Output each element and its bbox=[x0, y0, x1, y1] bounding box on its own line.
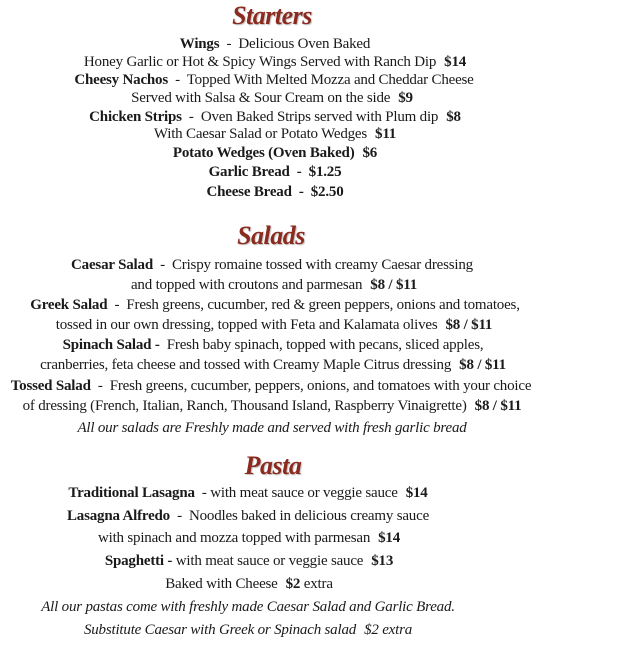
menu-item-wings-line2 bbox=[84, 53, 466, 71]
separator: - bbox=[298, 184, 304, 200]
item-name: Spaghetti - bbox=[104, 553, 173, 569]
separator: - bbox=[177, 508, 182, 524]
menu-item-baked-with-cheese bbox=[165, 575, 333, 593]
menu-item-lasagna-alfredo-line2 bbox=[98, 529, 400, 547]
item-desc: Crispy romaine tossed with creamy Caesar dressing bbox=[171, 257, 473, 273]
item-desc: cranberries, feta cheese and tossed with Creamy Maple Citrus dressing bbox=[40, 357, 452, 373]
item-desc: Delicious Oven Baked bbox=[238, 36, 371, 52]
item-name: Greek Salad bbox=[30, 297, 108, 313]
menu-item-potato-wedges bbox=[173, 144, 377, 162]
item-desc: Oven Baked Strips served with Plum dip bbox=[200, 109, 439, 125]
menu-item-caesar-salad-line2 bbox=[131, 276, 417, 294]
menu-item-cheese-bread bbox=[206, 183, 343, 201]
item-desc: Topped With Melted Mozza and Cheddar Cheese bbox=[186, 72, 474, 88]
item-price: $8 / $11 bbox=[445, 317, 493, 333]
item-name: Traditional Lasagna bbox=[68, 485, 195, 501]
menu-item-traditional-lasagna bbox=[68, 484, 427, 502]
menu-item-spinach-salad-line2 bbox=[40, 356, 506, 374]
item-price: $14 bbox=[444, 54, 467, 70]
item-name: Chicken Strips bbox=[89, 109, 182, 125]
item-name: Lasagna Alfredo bbox=[66, 508, 170, 524]
item-desc: with spinach and mozza topped with parmesan bbox=[97, 530, 371, 546]
section-title-pasta: Pasta bbox=[244, 451, 302, 480]
item-name: Wings bbox=[179, 36, 220, 52]
item-desc: Honey Garlic or Hot & Spicy Wings Served with Ranch Dip bbox=[83, 54, 437, 70]
section-title-starters: Starters bbox=[232, 1, 312, 30]
item-desc: With Caesar Salad or Potato Wedges bbox=[153, 126, 368, 142]
price-suffix: extra bbox=[303, 576, 333, 592]
item-price: $11 bbox=[375, 126, 397, 142]
item-desc: Served with Salsa & Sour Cream on the side bbox=[131, 90, 391, 106]
item-desc: tossed in our own dressing, topped with Feta and Kalamata olives bbox=[55, 317, 438, 333]
item-desc: - with meat sauce or veggie sauce bbox=[201, 485, 398, 501]
separator: - bbox=[296, 164, 302, 180]
item-price: $8 bbox=[446, 109, 461, 125]
separator: - bbox=[226, 36, 232, 52]
item-desc: of dressing (French, Italian, Ranch, Thousand Island, Raspberry Vinaigrette) bbox=[22, 398, 467, 414]
item-name: Potato Wedges (Oven Baked) bbox=[172, 145, 355, 161]
item-price: $2.50 bbox=[310, 184, 344, 200]
item-price: $14 bbox=[405, 485, 428, 501]
separator: - bbox=[114, 297, 120, 313]
item-desc: Baked with Cheese bbox=[165, 576, 278, 592]
item-price: $2 bbox=[285, 576, 301, 592]
item-name: Tossed Salad bbox=[10, 378, 91, 394]
menu-item-wings bbox=[180, 35, 370, 53]
menu-item-greek-salad-line2 bbox=[56, 316, 492, 334]
section-title-salads: Salads bbox=[237, 221, 305, 250]
item-price: $6 bbox=[362, 145, 378, 161]
item-desc: Fresh greens, cucumber, red & green peppers, onions and tomatoes, bbox=[126, 297, 520, 313]
menu-item-lasagna-alfredo bbox=[67, 507, 429, 525]
item-price: $8 / $11 bbox=[474, 398, 522, 414]
menu-item-tossed-salad-line2 bbox=[23, 397, 522, 415]
menu-item-spaghetti bbox=[105, 552, 393, 570]
item-price: $1.25 bbox=[308, 164, 342, 180]
item-desc: Fresh greens, cucumber, peppers, onions, and tomatoes with your choice bbox=[109, 378, 532, 394]
item-name: Spinach Salad - bbox=[62, 337, 160, 353]
item-name: Garlic Bread bbox=[208, 164, 290, 180]
note-price: $2 extra bbox=[364, 622, 413, 638]
menu-item-caesar-salad bbox=[71, 256, 473, 274]
item-name: Cheesy Nachos bbox=[74, 72, 169, 88]
menu-item-chicken-strips-line2 bbox=[154, 125, 396, 143]
item-name: Caesar Salad bbox=[71, 257, 153, 273]
item-price: $14 bbox=[378, 530, 401, 546]
salads-note: All our salads are Freshly made and served with fresh garlic bread bbox=[77, 420, 467, 436]
item-desc: and topped with croutons and parmesan bbox=[130, 277, 363, 293]
item-desc: Fresh baby spinach, topped with pecans, sliced apples, bbox=[166, 337, 484, 353]
menu-item-nachos bbox=[74, 71, 473, 89]
item-desc: with meat sauce or veggie sauce bbox=[175, 553, 364, 569]
separator: - bbox=[160, 257, 165, 273]
item-name: Cheese Bread bbox=[206, 184, 292, 200]
menu-item-tossed-salad bbox=[11, 377, 532, 395]
menu-item-nachos-line2 bbox=[131, 89, 413, 107]
separator: - bbox=[97, 378, 103, 394]
separator: - bbox=[175, 72, 180, 88]
menu-item-greek-salad bbox=[30, 296, 520, 314]
item-desc: Noodles baked in delicious creamy sauce bbox=[188, 508, 430, 524]
note-text: Substitute Caesar with Greek or Spinach salad bbox=[83, 622, 357, 638]
item-price: $9 bbox=[398, 90, 413, 106]
menu-item-spinach-salad bbox=[63, 336, 484, 354]
pasta-substitute-note bbox=[84, 621, 412, 639]
item-price: $8 / $11 bbox=[459, 357, 506, 373]
separator: - bbox=[188, 109, 194, 125]
item-price: $13 bbox=[371, 553, 394, 569]
menu-item-garlic-bread bbox=[209, 163, 342, 181]
menu-item-chicken-strips bbox=[89, 108, 461, 126]
item-price: $8 / $11 bbox=[370, 277, 418, 293]
pasta-note: All our pastas come with freshly made Caesar Salad and Garlic Bread. bbox=[41, 599, 455, 615]
